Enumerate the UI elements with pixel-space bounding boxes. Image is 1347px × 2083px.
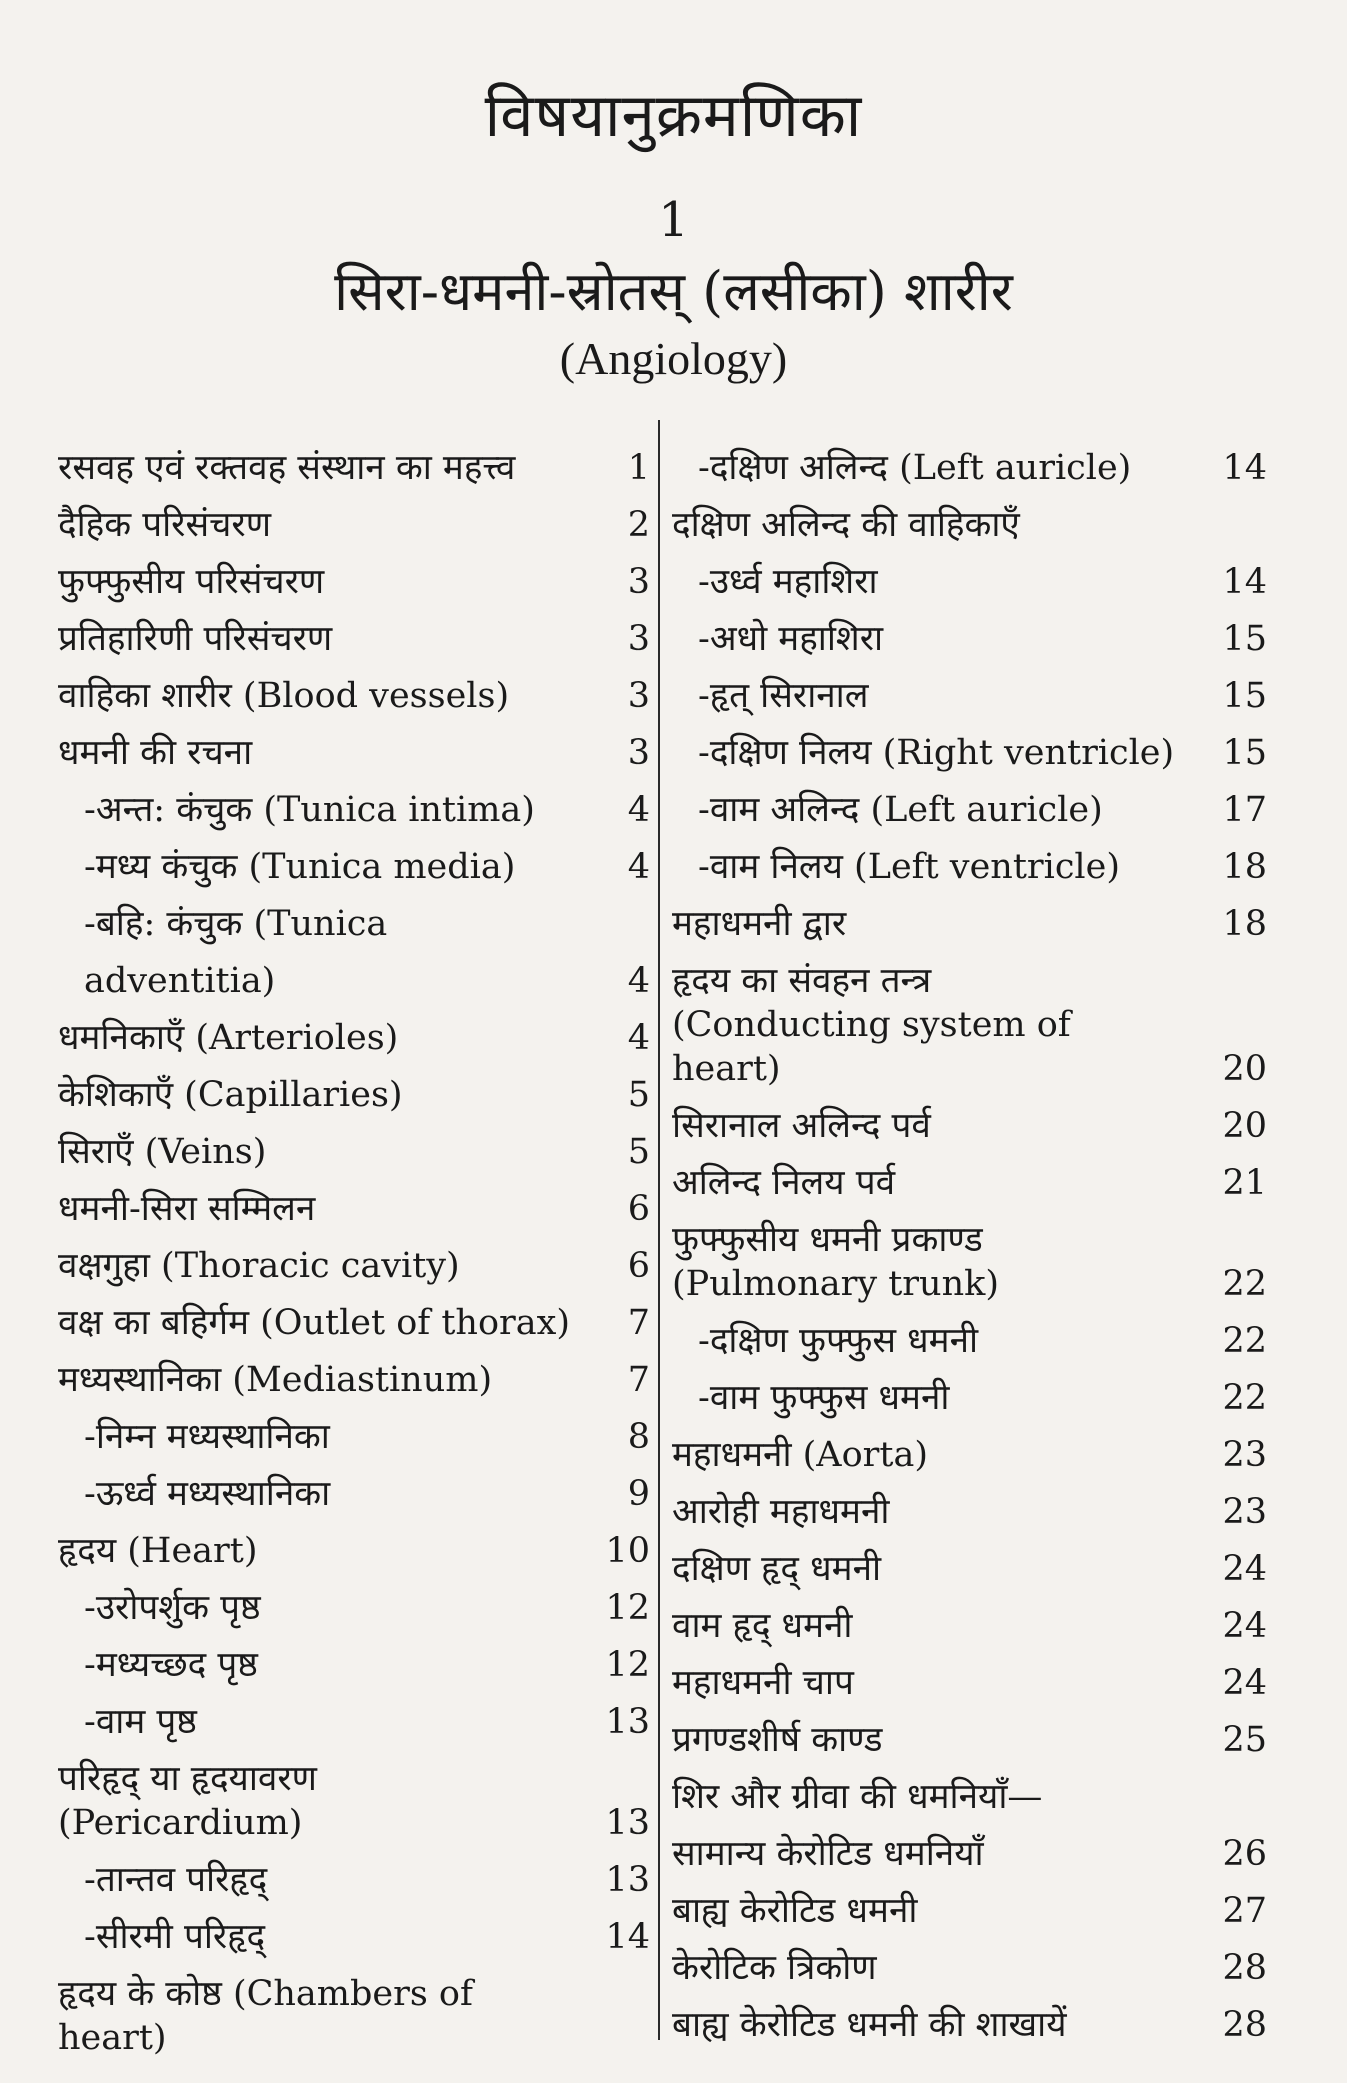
- toc-entry-label: धमनी-सिरा सम्मिलन: [58, 1189, 316, 1229]
- toc-entry-page: 24: [1222, 1663, 1267, 1703]
- toc-entry: [58, 1181, 650, 1238]
- toc-entry-label: -बहि: कंचुक (Tunica adventitia): [84, 904, 388, 1001]
- toc-entry-label: -दक्षिण निलय (Right ventricle): [698, 733, 1175, 773]
- toc-entry: [58, 440, 650, 497]
- toc-entry: [58, 668, 650, 725]
- toc-subentry: [672, 554, 1267, 611]
- toc-entry-page: 28: [1222, 1948, 1267, 1988]
- toc-entry-page: 14: [1222, 562, 1267, 602]
- toc-entry: [672, 1484, 1267, 1541]
- toc-entry-label: -वाम अलिन्द (Left auricle): [698, 790, 1103, 830]
- toc-subentry: [58, 1852, 650, 1909]
- toc-entry-page: 24: [1222, 1549, 1267, 1589]
- toc-entry: [58, 1238, 650, 1295]
- chapter-number: 1: [658, 192, 689, 248]
- toc-entry: [58, 1523, 650, 1580]
- toc-entry-label: दक्षिण हृद् धमनी: [672, 1549, 882, 1589]
- toc-entry-label: -वाम फुफ्फुस धमनी: [698, 1378, 950, 1418]
- toc-entry-label: -हृत् सिरानाल: [698, 676, 869, 716]
- page-title: विषयानुक्रमणिका: [484, 81, 863, 151]
- toc-entry-label: -सीरमी परिहृद्: [84, 1917, 266, 1957]
- toc-entry-page: 10: [605, 1531, 650, 1571]
- toc-subentry: [672, 668, 1267, 725]
- toc-entry: [672, 959, 1267, 1091]
- toc-entry-label: सिरानाल अलिन्द पर्व: [672, 1106, 931, 1146]
- toc-entry-label: -मध्यच्छद पृष्ठ: [84, 1645, 258, 1685]
- toc-entry-page: 17: [1222, 790, 1267, 830]
- toc-entry-label: रसवह एवं रक्तवह संस्थान का महत्त्व: [58, 448, 516, 488]
- toc-entry-page: 23: [1222, 1435, 1267, 1475]
- toc-entry-page: 20: [1222, 1049, 1267, 1089]
- toc-subentry: [672, 725, 1267, 782]
- toc-subentry: [58, 1466, 650, 1523]
- toc-entry-page: 7: [627, 1360, 650, 1400]
- toc-entry: [58, 725, 650, 782]
- toc-right-column: [672, 440, 1267, 2045]
- toc-entry-page: 12: [605, 1645, 650, 1685]
- toc-entry-page: 22: [1222, 1321, 1267, 1361]
- chapter-subtitle: (Angiology): [559, 333, 788, 384]
- toc-subentry: [672, 611, 1267, 668]
- toc-entry-page: 12: [605, 1588, 650, 1628]
- toc-entry: [672, 1218, 1267, 1306]
- toc-entry-label: -निम्न मध्यस्थानिका: [84, 1417, 330, 1457]
- toc-entry-label: परिहृद् या हृदयावरण (Pericardium): [58, 1759, 317, 1843]
- toc-left-column: [58, 440, 650, 2058]
- toc-entry: [58, 1295, 650, 1352]
- toc-entry-page: 5: [627, 1075, 650, 1115]
- toc-entry-page: 3: [627, 619, 650, 659]
- toc-entry: [672, 1769, 1267, 1826]
- toc-entry: [672, 1883, 1267, 1940]
- toc-entry-page: 13: [605, 1803, 650, 1843]
- toc-entry-page: 4: [627, 847, 650, 887]
- toc-subentry: [58, 1580, 650, 1637]
- toc-entry: [58, 1757, 650, 1845]
- toc-entry-label: धमनी की रचना: [58, 733, 253, 773]
- toc-entry-label: -अन्त: कंचुक (Tunica intima): [84, 790, 535, 830]
- toc-subentry: [58, 1409, 650, 1466]
- toc-entry-label: वक्षगुहा (Thoracic cavity): [58, 1246, 460, 1286]
- toc-subentry: [672, 440, 1267, 497]
- toc-entry-label: वाम हृद् धमनी: [672, 1606, 853, 1646]
- toc-entry-label: फुफ्फुसीय परिसंचरण: [58, 562, 325, 602]
- toc-subentry: [58, 782, 650, 839]
- toc-entry-page: 7: [627, 1303, 650, 1343]
- toc-entry-label: वाहिका शारीर (Blood vessels): [58, 676, 510, 716]
- toc-entry-label: अलिन्द निलय पर्व: [672, 1163, 896, 1203]
- toc-entry-label: सिराएँ (Veins): [58, 1132, 267, 1172]
- toc-entry: [672, 1155, 1267, 1212]
- toc-entry-label: आरोही महाधमनी: [672, 1492, 890, 1532]
- toc-subentry: [672, 1370, 1267, 1427]
- toc-entry-label: हृदय के कोष्ठ (Chambers of heart): [58, 1974, 473, 2058]
- toc-entry-label: शिर और ग्रीवा की धमनियाँ—: [672, 1777, 1043, 1817]
- toc-subentry: [58, 839, 650, 896]
- toc-entry-label: दक्षिण अलिन्द की वाहिकाएँ: [672, 505, 1020, 545]
- toc-entry: [672, 1598, 1267, 1655]
- toc-entry-page: 15: [1222, 733, 1267, 773]
- column-divider: [658, 420, 660, 2040]
- toc-entry: [672, 1655, 1267, 1712]
- toc-entry: [672, 896, 1267, 953]
- toc-entry-page: 14: [1222, 448, 1267, 488]
- toc-entry-page: 22: [1222, 1264, 1267, 1304]
- toc-entry: [672, 1997, 1267, 2054]
- toc-entry: [672, 1427, 1267, 1484]
- toc-entry-page: 8: [627, 1417, 650, 1457]
- toc-entry: [672, 1940, 1267, 1997]
- chapter-title: सिरा-धमनी-स्रोतस् (लसीका) शारीर: [334, 260, 1013, 323]
- toc-entry: [672, 1826, 1267, 1883]
- toc-entry-label: सामान्य केरोटिड धमनियाँ: [672, 1834, 984, 1874]
- toc-entry-label: हृदय (Heart): [58, 1531, 258, 1571]
- toc-entry-label: -अधो महाशिरा: [698, 619, 884, 659]
- toc-entry: [58, 554, 650, 611]
- toc-subentry: [672, 782, 1267, 839]
- toc-entry-page: 15: [1222, 619, 1267, 659]
- toc-subentry: [58, 1694, 650, 1751]
- toc-entry-page: 3: [627, 733, 650, 773]
- toc-subentry: [58, 1909, 650, 1966]
- toc-entry-page: 13: [605, 1860, 650, 1900]
- toc-entry-label: -उरोपर्शुक पृष्ठ: [84, 1588, 261, 1628]
- toc-entry: [58, 611, 650, 668]
- toc-entry: [58, 1352, 650, 1409]
- toc-entry-page: 4: [627, 1018, 650, 1058]
- toc-entry-page: 14: [605, 1917, 650, 1957]
- toc-entry-page: 4: [627, 790, 650, 830]
- toc-entry-page: 24: [1222, 1606, 1267, 1646]
- toc-entry-page: 26: [1222, 1834, 1267, 1874]
- toc-subentry: [672, 1313, 1267, 1370]
- toc-entry-page: 3: [627, 562, 650, 602]
- toc-entry-page: 23: [1222, 1492, 1267, 1532]
- toc-entry-page: 18: [1222, 847, 1267, 887]
- toc-entry-label: वक्ष का बहिर्गम (Outlet of thorax): [58, 1303, 571, 1343]
- toc-subentry: [58, 1637, 650, 1694]
- toc-entry-label: -दक्षिण फुफ्फुस धमनी: [698, 1321, 979, 1361]
- toc-entry-page: 5: [627, 1132, 650, 1172]
- toc-entry-label: -तान्तव परिहृद्: [84, 1860, 268, 1900]
- toc-entry-label: दैहिक परिसंचरण: [58, 505, 272, 545]
- toc-entry-label: -उर्ध्व महाशिरा: [698, 562, 878, 602]
- toc-entry-label: केरोटिक त्रिकोण: [672, 1948, 877, 1988]
- toc-entry-page: 27: [1222, 1891, 1267, 1931]
- toc-entry: [58, 1972, 650, 2060]
- toc-entry-label: -वाम पृष्ठ: [84, 1702, 197, 1742]
- toc-entry-label: बाह्य केरोटिड धमनी: [672, 1891, 918, 1931]
- toc-entry: [672, 1712, 1267, 1769]
- toc-entry-label: -मध्य कंचुक (Tunica media): [84, 847, 516, 887]
- toc-entry: [672, 1541, 1267, 1598]
- toc-entry-page: 2: [627, 505, 650, 545]
- toc-entry-page: 21: [1222, 1163, 1267, 1203]
- toc-entry-page: 4: [627, 961, 650, 1001]
- toc-subentry: [672, 839, 1267, 896]
- toc-entry: [58, 1067, 650, 1124]
- toc-entry-label: महाधमनी द्वार: [672, 904, 847, 944]
- toc-entry-label: प्रतिहारिणी परिसंचरण: [58, 619, 333, 659]
- toc-entry-label: प्रगण्डशीर्ष काण्ड: [672, 1720, 883, 1760]
- toc-entry: [672, 1098, 1267, 1155]
- toc-entry-label: महाधमनी चाप: [672, 1663, 854, 1703]
- toc-entry-label: मध्यस्थानिका (Mediastinum): [58, 1360, 493, 1400]
- toc-entry-page: 3: [627, 676, 650, 716]
- toc-entry-page: 1: [627, 448, 650, 488]
- toc-entry-label: फुफ्फुसीय धमनी प्रकाण्ड (Pulmonary trunk): [672, 1220, 999, 1304]
- toc-entry: [58, 497, 650, 554]
- toc-entry-page: 20: [1222, 1106, 1267, 1146]
- toc-entry-page: 15: [1222, 676, 1267, 716]
- toc-entry-page: 13: [605, 1702, 650, 1742]
- toc-entry-label: -वाम निलय (Left ventricle): [698, 847, 1120, 887]
- toc-entry-page: 25: [1222, 1720, 1267, 1760]
- toc-entry-label: हृदय का संवहन तन्त्र (Conducting system of heart): [672, 961, 1071, 1089]
- toc-entry: [58, 1010, 650, 1067]
- toc-entry-page: 28: [1222, 2005, 1267, 2045]
- toc-entry-page: 22: [1222, 1378, 1267, 1418]
- toc-entry-label: महाधमनी (Aorta): [672, 1435, 928, 1475]
- toc-entry-page: 9: [627, 1474, 650, 1514]
- toc-entry-label: धमनिकाएँ (Arterioles): [58, 1018, 399, 1058]
- toc-entry: [672, 497, 1267, 554]
- toc-entry-label: बाह्य केरोटिड धमनी की शाखायें: [672, 2005, 1067, 2045]
- toc-entry-label: केशिकाएँ (Capillaries): [58, 1075, 403, 1115]
- toc-entry-label: -दक्षिण अलिन्द (Left auricle): [698, 448, 1132, 488]
- toc-entry-label: -ऊर्ध्व मध्यस्थानिका: [84, 1474, 331, 1514]
- toc-entry-page: 6: [627, 1246, 650, 1286]
- toc-entry-page: 6: [627, 1189, 650, 1229]
- toc-entry: [58, 1124, 650, 1181]
- toc-entry-page: 18: [1222, 904, 1267, 944]
- toc-subentry: [58, 896, 650, 1010]
